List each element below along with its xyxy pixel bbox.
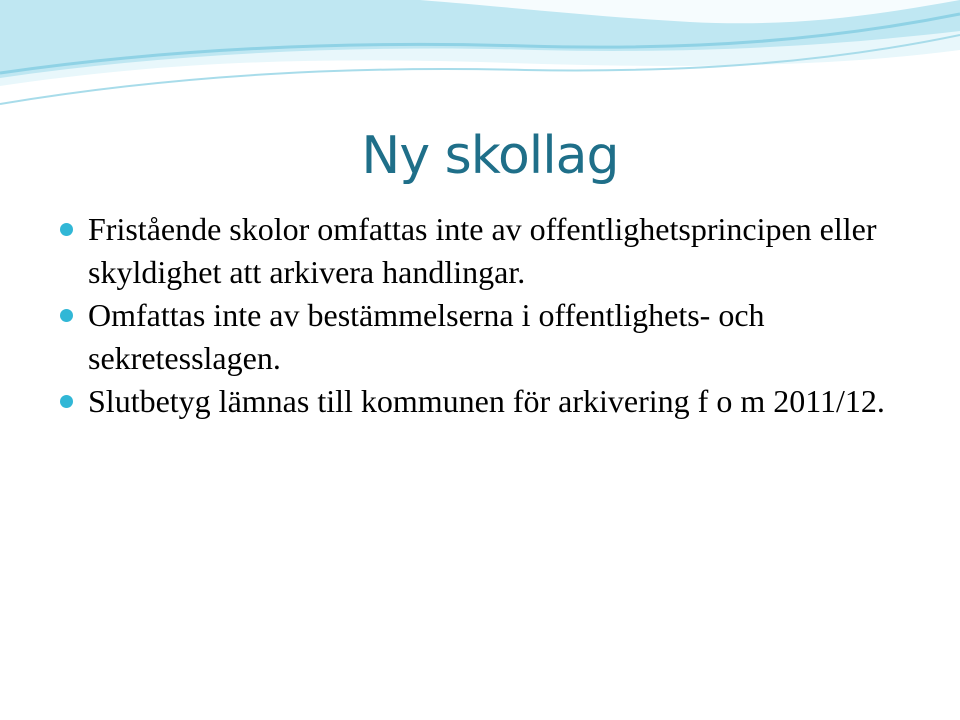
page-title: Ny skollag <box>361 126 619 186</box>
bullet-text: Omfattas inte av bestämmelserna i offentlighets- och sekretesslagen. <box>88 297 765 376</box>
decorative-wave-header <box>0 0 960 120</box>
bullet-dot-icon <box>60 309 73 322</box>
bullet-text: Slutbetyg lämnas till kommunen för arkivering f o m 2011/12. <box>88 383 885 419</box>
bullet-list <box>60 208 920 423</box>
bullet-item <box>60 208 920 294</box>
bullet-dot-icon <box>60 223 73 236</box>
bullet-item <box>60 294 920 380</box>
bullet-item <box>60 380 920 423</box>
bullet-text: Fristående skolor omfattas inte av offentlighetsprincipen eller skyldighet att arkivera handlingar. <box>88 211 877 290</box>
bullet-dot-icon <box>60 395 73 408</box>
